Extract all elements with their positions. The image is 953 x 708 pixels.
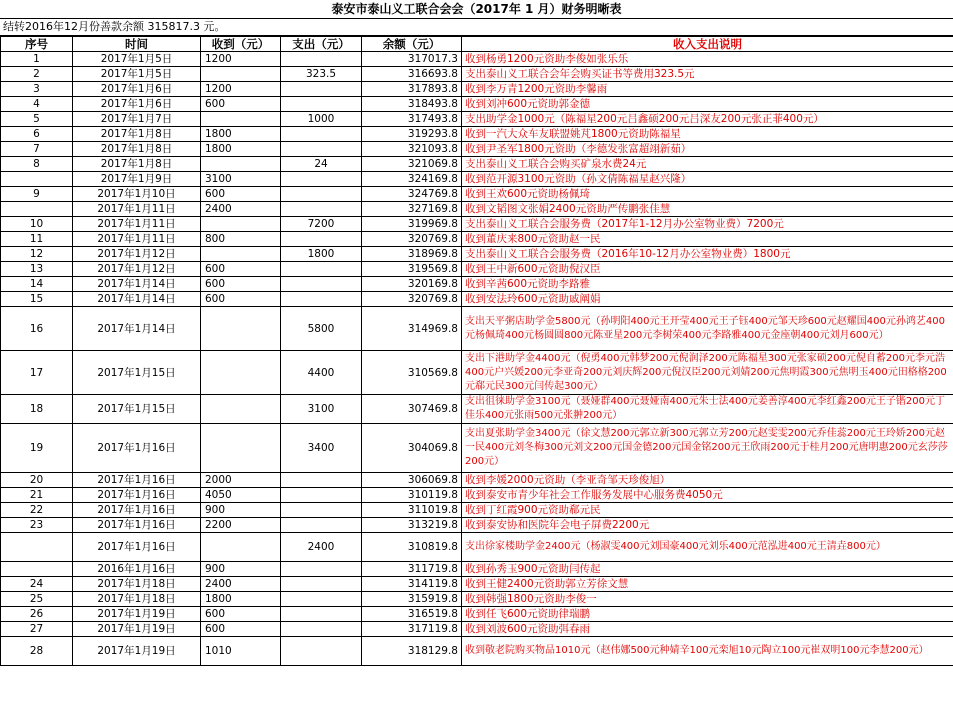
cell-seq[interactable]: 1 [1, 52, 73, 67]
cell-income[interactable]: 3100 [201, 172, 281, 187]
cell-date[interactable]: 2017年1月19日 [73, 637, 201, 666]
cell-description[interactable]: 收到丁红霞900元资助郗元民 [462, 503, 953, 518]
cell-description[interactable]: 收到王健2400元资助郭立芳徐文慧 [462, 577, 953, 592]
table-row [1, 395, 953, 424]
table-row [1, 622, 953, 637]
cell-seq[interactable]: 20 [1, 473, 73, 488]
header-income[interactable]: 收到（元） [201, 37, 281, 52]
table-row [1, 424, 953, 473]
cell-expense[interactable]: 3400 [281, 424, 362, 473]
table-row [1, 562, 953, 577]
cell-expense[interactable] [281, 277, 362, 292]
cell-seq[interactable]: 22 [1, 503, 73, 518]
cell-date[interactable]: 2017年1月11日 [73, 202, 201, 217]
cell-expense[interactable] [281, 127, 362, 142]
cell-date[interactable]: 2017年1月9日 [73, 172, 201, 187]
cell-income[interactable]: 600 [201, 607, 281, 622]
cell-description[interactable]: 支出泰山义工联合会购买矿泉水费24元 [462, 157, 953, 172]
cell-expense[interactable] [281, 503, 362, 518]
cell-description[interactable]: 收到杨勇1200元资助李俊如张乐乐 [462, 52, 953, 67]
cell-income[interactable]: 4050 [201, 488, 281, 503]
cell-date[interactable]: 2017年1月16日 [73, 518, 201, 533]
cell-date[interactable]: 2017年1月8日 [73, 157, 201, 172]
cell-balance[interactable]: 310819.8 [362, 533, 462, 562]
cell-description[interactable]: 收到尹圣军1800元资助（李德发张富超翊新茹） [462, 142, 953, 157]
table-row [1, 577, 953, 592]
cell-description[interactable]: 收到泰安协和医院年会电子屏费2200元 [462, 518, 953, 533]
header-description[interactable]: 收入支出说明 [462, 37, 953, 52]
cell-description[interactable]: 收到文韬图文张娟2400元资助严传鹏张佳慧 [462, 202, 953, 217]
cell-balance[interactable]: 310569.8 [362, 351, 462, 395]
cell-balance[interactable]: 313219.8 [362, 518, 462, 533]
cell-date[interactable]: 2017年1月10日 [73, 187, 201, 202]
cell-balance[interactable]: 317119.8 [362, 622, 462, 637]
table-row [1, 503, 953, 518]
cell-balance[interactable]: 318969.8 [362, 247, 462, 262]
cell-seq[interactable]: 12 [1, 247, 73, 262]
cell-income[interactable] [201, 395, 281, 424]
table-row [1, 488, 953, 503]
cell-income[interactable] [201, 424, 281, 473]
table-row [1, 518, 953, 533]
cell-expense[interactable] [281, 202, 362, 217]
cell-date[interactable]: 2017年1月16日 [73, 533, 201, 562]
cell-expense[interactable] [281, 187, 362, 202]
cell-description[interactable]: 收到王中新600元资助倪汉臣 [462, 262, 953, 277]
cell-description[interactable]: 收到辛茜600元资助李路雅 [462, 277, 953, 292]
cell-date[interactable]: 2017年1月11日 [73, 217, 201, 232]
cell-expense[interactable] [281, 172, 362, 187]
table-row [1, 52, 953, 67]
cell-balance[interactable]: 320169.8 [362, 277, 462, 292]
cell-expense[interactable] [281, 52, 362, 67]
cell-date[interactable]: 2017年1月18日 [73, 592, 201, 607]
header-expense[interactable]: 支出（元） [281, 37, 362, 52]
table-row [1, 277, 953, 292]
table-body [1, 52, 953, 666]
table-row [1, 217, 953, 232]
cell-balance[interactable]: 319969.8 [362, 217, 462, 232]
cell-balance[interactable]: 319569.8 [362, 262, 462, 277]
table-row [1, 67, 953, 82]
cell-date[interactable]: 2017年1月7日 [73, 112, 201, 127]
cell-expense[interactable] [281, 232, 362, 247]
cell-balance[interactable]: 327169.8 [362, 202, 462, 217]
cell-balance[interactable]: 315919.8 [362, 592, 462, 607]
table-row [1, 142, 953, 157]
cell-balance[interactable]: 318493.8 [362, 97, 462, 112]
cell-expense[interactable]: 1800 [281, 247, 362, 262]
cell-income[interactable]: 2400 [201, 577, 281, 592]
cell-seq[interactable] [1, 172, 73, 187]
cell-income[interactable]: 900 [201, 562, 281, 577]
cell-date[interactable]: 2017年1月19日 [73, 607, 201, 622]
cell-income[interactable]: 2000 [201, 473, 281, 488]
cell-date[interactable]: 2017年1月16日 [73, 503, 201, 518]
cell-income[interactable]: 600 [201, 292, 281, 307]
cell-date[interactable]: 2017年1月6日 [73, 82, 201, 97]
cell-seq[interactable] [1, 562, 73, 577]
cell-description[interactable]: 支出泰山义工联合会服务费（2017年1-12月办公室物业费）7200元 [462, 217, 953, 232]
cell-description[interactable]: 收到董庆来800元资助赵一民 [462, 232, 953, 247]
cell-description[interactable]: 收到李媛2000元资助（李亚奇邹天珍俊旭） [462, 473, 953, 488]
cell-date[interactable]: 2017年1月16日 [73, 488, 201, 503]
cell-income[interactable]: 900 [201, 503, 281, 518]
cell-expense[interactable] [281, 637, 362, 666]
cell-expense[interactable]: 24 [281, 157, 362, 172]
carryover-balance: 结转2016年12月份善款余额 315817.3 元。 [0, 19, 953, 36]
table-row [1, 232, 953, 247]
cell-description[interactable]: 支出泰山义工联合会服务费（2016年10-12月办公室物业费）1800元 [462, 247, 953, 262]
cell-description[interactable]: 收到刘波600元资助弭春雨 [462, 622, 953, 637]
cell-income[interactable] [201, 533, 281, 562]
cell-description[interactable]: 收到王欢600元资助杨佩琦 [462, 187, 953, 202]
cell-expense[interactable] [281, 622, 362, 637]
cell-expense[interactable] [281, 97, 362, 112]
cell-description[interactable]: 支出助学金1000元（陈福星200元吕鑫硕200元吕深友200元张正菲400元） [462, 112, 953, 127]
cell-date[interactable]: 2017年1月15日 [73, 395, 201, 424]
cell-income[interactable]: 1800 [201, 592, 281, 607]
cell-balance[interactable]: 314119.8 [362, 577, 462, 592]
table-row [1, 262, 953, 277]
cell-balance[interactable]: 318129.8 [362, 637, 462, 666]
cell-expense[interactable]: 3100 [281, 395, 362, 424]
cell-balance[interactable]: 317493.8 [362, 112, 462, 127]
table-row [1, 97, 953, 112]
cell-income[interactable]: 1800 [201, 142, 281, 157]
cell-seq[interactable]: 27 [1, 622, 73, 637]
cell-seq[interactable]: 26 [1, 607, 73, 622]
cell-seq[interactable]: 6 [1, 127, 73, 142]
cell-description[interactable]: 支出下港助学金4400元（倪勇400元韩梦200元倪润泽200元陈福星300元张家硕200元倪自蓄200元李元浩400元户兴媛200元李亚奇200元刘庆辉200元倪汉臣200元刘婧200元焦明霞300元焦明玉400元田格格200元郗元民300元闫传起300元） [462, 351, 953, 395]
cell-income[interactable] [201, 247, 281, 262]
cell-balance[interactable]: 324169.8 [362, 172, 462, 187]
cell-date[interactable]: 2017年1月6日 [73, 97, 201, 112]
cell-income[interactable]: 2400 [201, 202, 281, 217]
cell-balance[interactable]: 316519.8 [362, 607, 462, 622]
table-row [1, 112, 953, 127]
cell-balance[interactable]: 307469.8 [362, 395, 462, 424]
cell-expense[interactable] [281, 82, 362, 97]
cell-description[interactable]: 收到刘冲600元资助郭金德 [462, 97, 953, 112]
cell-expense[interactable] [281, 607, 362, 622]
sheet-title: 泰安市泰山义工联合会会（2017年 1 月）财务明晰表 [0, 0, 953, 19]
cell-balance[interactable]: 314969.8 [362, 307, 462, 351]
cell-seq[interactable]: 18 [1, 395, 73, 424]
cell-income[interactable]: 1200 [201, 82, 281, 97]
cell-balance[interactable]: 304069.8 [362, 424, 462, 473]
cell-date[interactable]: 2016年1月16日 [73, 562, 201, 577]
cell-balance[interactable]: 317893.8 [362, 82, 462, 97]
table-row [1, 247, 953, 262]
cell-expense[interactable] [281, 292, 362, 307]
cell-seq[interactable]: 4 [1, 97, 73, 112]
cell-seq[interactable]: 28 [1, 637, 73, 666]
cell-expense[interactable] [281, 592, 362, 607]
cell-balance[interactable]: 320769.8 [362, 232, 462, 247]
cell-description[interactable]: 收到任飞600元资助律瑞鹏 [462, 607, 953, 622]
cell-income[interactable] [201, 157, 281, 172]
cell-description[interactable]: 收到敬老院购买物品1010元（赵伟娜500元种婧辛100元栾旭10元陶立100元崔双明100元李慧200元） [462, 637, 953, 666]
cell-balance[interactable]: 311019.8 [362, 503, 462, 518]
cell-date[interactable]: 2017年1月11日 [73, 232, 201, 247]
cell-income[interactable]: 600 [201, 97, 281, 112]
cell-date[interactable]: 2017年1月19日 [73, 622, 201, 637]
cell-income[interactable]: 1010 [201, 637, 281, 666]
cell-description[interactable]: 收到安法玲600元资助戚阐娟 [462, 292, 953, 307]
cell-income[interactable]: 1800 [201, 127, 281, 142]
finance-table [0, 36, 953, 666]
cell-income[interactable]: 600 [201, 187, 281, 202]
cell-income[interactable] [201, 67, 281, 82]
cell-balance[interactable]: 320769.8 [362, 292, 462, 307]
cell-expense[interactable] [281, 473, 362, 488]
cell-balance[interactable]: 317017.3 [362, 52, 462, 67]
cell-balance[interactable]: 321093.8 [362, 142, 462, 157]
cell-income[interactable]: 600 [201, 277, 281, 292]
cell-date[interactable]: 2017年1月14日 [73, 277, 201, 292]
table-row [1, 82, 953, 97]
cell-balance[interactable]: 311719.8 [362, 562, 462, 577]
table-row [1, 127, 953, 142]
header-date[interactable]: 时间 [73, 37, 201, 52]
cell-description[interactable]: 支出徂徕助学金3100元（聂娅群400元聂娅南400元朱士法400元姜善淳400元李红鑫200元王子锴200元丁佳乐400元张雨500元张翀200元） [462, 395, 953, 424]
table-row [1, 351, 953, 395]
cell-expense[interactable]: 1000 [281, 112, 362, 127]
cell-date[interactable]: 2017年1月5日 [73, 67, 201, 82]
cell-date[interactable]: 2017年1月18日 [73, 577, 201, 592]
cell-seq[interactable]: 7 [1, 142, 73, 157]
cell-date[interactable]: 2017年1月15日 [73, 351, 201, 395]
cell-description[interactable]: 支出天平粥店助学金5800元（孙明阳400元王开莹400元王子钰400元邹天珍600元赵耀国400元孙鸿艺400元杨佩琦400元杨圆圆800元陈亚星200元李树荣400元李路雅400元金座朝400元刘月600元） [462, 307, 953, 351]
cell-balance[interactable]: 324769.8 [362, 187, 462, 202]
table-row [1, 637, 953, 666]
cell-income[interactable]: 1200 [201, 52, 281, 67]
header-seq[interactable]: 序号 [1, 37, 73, 52]
cell-seq[interactable]: 9 [1, 187, 73, 202]
table-row [1, 172, 953, 187]
cell-balance[interactable]: 306069.8 [362, 473, 462, 488]
cell-balance[interactable]: 316693.8 [362, 67, 462, 82]
cell-expense[interactable] [281, 562, 362, 577]
cell-seq[interactable]: 23 [1, 518, 73, 533]
cell-income[interactable]: 600 [201, 622, 281, 637]
cell-seq[interactable]: 15 [1, 292, 73, 307]
cell-seq[interactable]: 2 [1, 67, 73, 82]
cell-income[interactable] [201, 351, 281, 395]
cell-seq[interactable]: 24 [1, 577, 73, 592]
cell-income[interactable] [201, 217, 281, 232]
cell-seq[interactable]: 11 [1, 232, 73, 247]
cell-date[interactable]: 2017年1月5日 [73, 52, 201, 67]
cell-seq[interactable] [1, 533, 73, 562]
cell-expense[interactable]: 323.5 [281, 67, 362, 82]
table-row [1, 533, 953, 562]
cell-seq[interactable]: 19 [1, 424, 73, 473]
cell-date[interactable]: 2017年1月14日 [73, 292, 201, 307]
cell-description[interactable]: 收到一汽大众车友联盟姚芃1800元资助陈福星 [462, 127, 953, 142]
cell-date[interactable]: 2017年1月14日 [73, 307, 201, 351]
header-balance[interactable]: 余额（元） [362, 37, 462, 52]
cell-seq[interactable]: 25 [1, 592, 73, 607]
cell-description[interactable]: 收到范开源3100元资助（孙文倩陈福星赵兴隆） [462, 172, 953, 187]
table-row [1, 473, 953, 488]
cell-description[interactable]: 支出徐家楼助学金2400元（杨淑雯400元刘国豪400元刘乐400元范泓进400元王清垚800元） [462, 533, 953, 562]
cell-description[interactable]: 收到韩强1800元资助李俊一 [462, 592, 953, 607]
cell-date[interactable]: 2017年1月8日 [73, 142, 201, 157]
cell-description[interactable]: 收到泰安市青少年社会工作服务发展中心服务费4050元 [462, 488, 953, 503]
cell-seq[interactable]: 5 [1, 112, 73, 127]
cell-expense[interactable] [281, 142, 362, 157]
table-row [1, 202, 953, 217]
table-row [1, 187, 953, 202]
table-row [1, 607, 953, 622]
table-row [1, 307, 953, 351]
cell-expense[interactable]: 5800 [281, 307, 362, 351]
cell-description[interactable]: 收到孙秀玉900元资助闫传起 [462, 562, 953, 577]
cell-income[interactable]: 600 [201, 262, 281, 277]
cell-income[interactable] [201, 307, 281, 351]
cell-seq[interactable]: 10 [1, 217, 73, 232]
cell-expense[interactable] [281, 518, 362, 533]
cell-seq[interactable]: 21 [1, 488, 73, 503]
cell-seq[interactable]: 16 [1, 307, 73, 351]
table-row [1, 292, 953, 307]
cell-seq[interactable]: 17 [1, 351, 73, 395]
cell-seq[interactable]: 13 [1, 262, 73, 277]
cell-date[interactable]: 2017年1月12日 [73, 262, 201, 277]
table-row [1, 157, 953, 172]
cell-description[interactable]: 收到李万青1200元资助李馨雨 [462, 82, 953, 97]
table-row [1, 592, 953, 607]
cell-expense[interactable] [281, 488, 362, 503]
cell-balance[interactable]: 310119.8 [362, 488, 462, 503]
cell-date[interactable]: 2017年1月16日 [73, 473, 201, 488]
header-row [1, 37, 953, 52]
cell-seq[interactable]: 14 [1, 277, 73, 292]
cell-date[interactable]: 2017年1月8日 [73, 127, 201, 142]
cell-description[interactable]: 支出泰山义工联合会年会购买证书等费用323.5元 [462, 67, 953, 82]
cell-balance[interactable]: 319293.8 [362, 127, 462, 142]
cell-income[interactable]: 2200 [201, 518, 281, 533]
cell-expense[interactable]: 4400 [281, 351, 362, 395]
cell-income[interactable] [201, 112, 281, 127]
cell-expense[interactable]: 7200 [281, 217, 362, 232]
cell-income[interactable]: 800 [201, 232, 281, 247]
cell-expense[interactable] [281, 262, 362, 277]
cell-seq[interactable]: 3 [1, 82, 73, 97]
cell-description[interactable]: 支出夏张助学金3400元（徐文慧200元郭立新300元郭立芳200元赵雯雯200元乔佳蕊200元王玲娇200元赵一民400元刘冬梅300元刘文200元国金德200元国金铭200元王欣雨200元于桂月200元唐明惠200元玄莎莎200元） [462, 424, 953, 473]
cell-balance[interactable]: 321069.8 [362, 157, 462, 172]
cell-expense[interactable]: 2400 [281, 533, 362, 562]
cell-date[interactable]: 2017年1月12日 [73, 247, 201, 262]
cell-seq[interactable]: 8 [1, 157, 73, 172]
cell-seq[interactable] [1, 202, 73, 217]
cell-expense[interactable] [281, 577, 362, 592]
cell-date[interactable]: 2017年1月16日 [73, 424, 201, 473]
